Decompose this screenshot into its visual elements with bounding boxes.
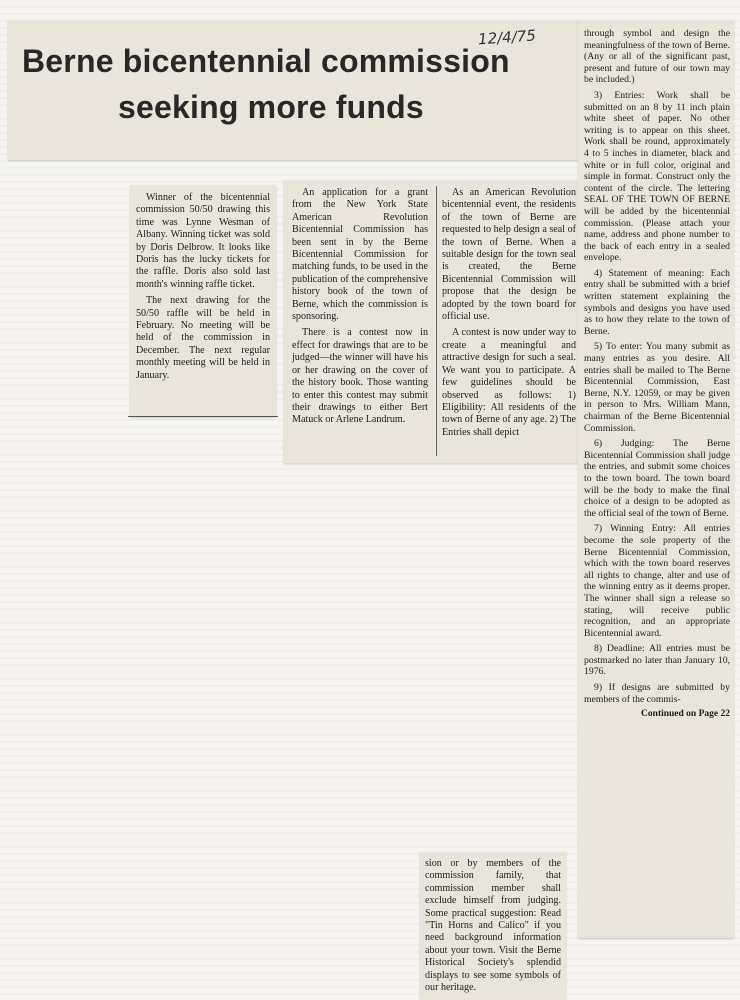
column-guidelines [584, 28, 730, 721]
paragraph: 9) If designs are submitted by members of the commis- [584, 682, 730, 705]
paragraph: The next drawing for the 50/50 raffle will be held in February. No meeting will be held of the commission in December. The next regular monthly meeting will be held in January. [136, 295, 270, 381]
paragraph: 3) Entries: Work shall be submitted on an 8 by 11 inch plain white sheet of paper. No other writing is to appear on this sheet. Work shall be round, approximately 4 to 5 inches in diameter, black and white or in full color, original and simple in format. Construct only the content of the circle. The lettering SEAL OF THE TOWN OF BERNE will be added by the bicentennial commission. (Please attach your name, address and phone number to the back of each entry in a sealed envelope. [584, 89, 730, 264]
paragraph: As an American Revolution bicentennial event, the residents of the town of Berne are requested to help design a seal of the town of Berne. When a suitable design for the town seal is created, the Berne Bicentennial Commission will propose that the design be adopted by the town board for official use. [442, 187, 576, 323]
paragraph: 7) Winning Entry: All entries become the sole property of the Berne Bicentennial Commission, which with the town board reserves all rights to change, alter and use of the winning entry as it deems proper. The winner shall sign a release so stating, will receive public recognition, and an appropriate Bicentennial award. [584, 523, 730, 639]
paragraph: 4) Statement of meaning: Each entry shall be submitted with a brief written statement explaining the symbols and designs you have used as to how they relate to the town of Berne. [584, 267, 730, 337]
paragraph: 8) Deadline: All entries must be postmarked no later than January 10, 1976. [584, 643, 730, 678]
paragraph: An application for a grant from the New York State American Revolution Bicentennial Commission has been sent in by the Berne Bicentennial Commission for matching funds, to be used in the publication of the comprehensive history book of the town of Berne, which the commission is sponsoring. [292, 187, 428, 323]
headline-line-1: Berne bicentennial commission [22, 43, 510, 79]
paragraph: A contest is now under way to create a meaningful and attractive design for such a seal. We want you to participate. A few guidelines should be observed as follows: 1) Eligibility: All residents of the town of Berne of any age. 2) The Entries shall depict [442, 327, 576, 438]
paragraph: There is a contest now in effect for drawings that are to be judged—the winner will have his or her drawing on the cover of the history book. Those wanting to enter this contest may submit their drawings to either Bert Matuck or Arlene Landrum. [292, 327, 428, 426]
paragraph: 6) Judging: The Berne Bicentennial Commission shall judge the entries, and submit some choices to the town board. The town board will be the body to make the final choice of a design to be adopted as the official seal of the town of Berne. [584, 438, 730, 519]
column-seal-contest [442, 187, 576, 443]
paragraph: sion or by members of the commission family, that commission member shall exclude himself from judging. Some practical suggestion: Read "Tin Horns and Calico" if you need background information about your town. Visit the Berne Historical Society's splendid displays to see some symbols of our heritage. [425, 858, 561, 994]
paragraph: Winner of the bicentennial commission 50/50 drawing this time was Lynne Wesman of Albany. Winning ticket was sold by Doris Delbrow. It looks like Doris has the lucky tickets for the raffle. Doris also sold last month's winning raffle ticket. [136, 192, 270, 290]
column-seal-contest-continued [425, 858, 561, 998]
column-rule [128, 416, 278, 417]
handwritten-date: 12/4/75 [477, 26, 537, 49]
column-raffle [136, 192, 270, 386]
column-grant [292, 187, 428, 431]
column-divider [436, 186, 437, 456]
paragraph: 5) To enter: You many submit as many entries as you desire. All entries shall be mailed to The Berne Bicentennial Commission, East Berne, N.Y. 12059, or may be given in person to Mrs. William Mann, chairman of the Berne Bicentennial Commission. [584, 341, 730, 434]
continued-note: Continued on Page 22 [641, 709, 730, 720]
headline-line-2: seeking more funds [118, 89, 424, 125]
headline [22, 38, 562, 130]
paragraph: through symbol and design the meaningfulness of the town of Berne. (Any or all of the significant past, present and future of our town may be included.) [584, 28, 730, 86]
